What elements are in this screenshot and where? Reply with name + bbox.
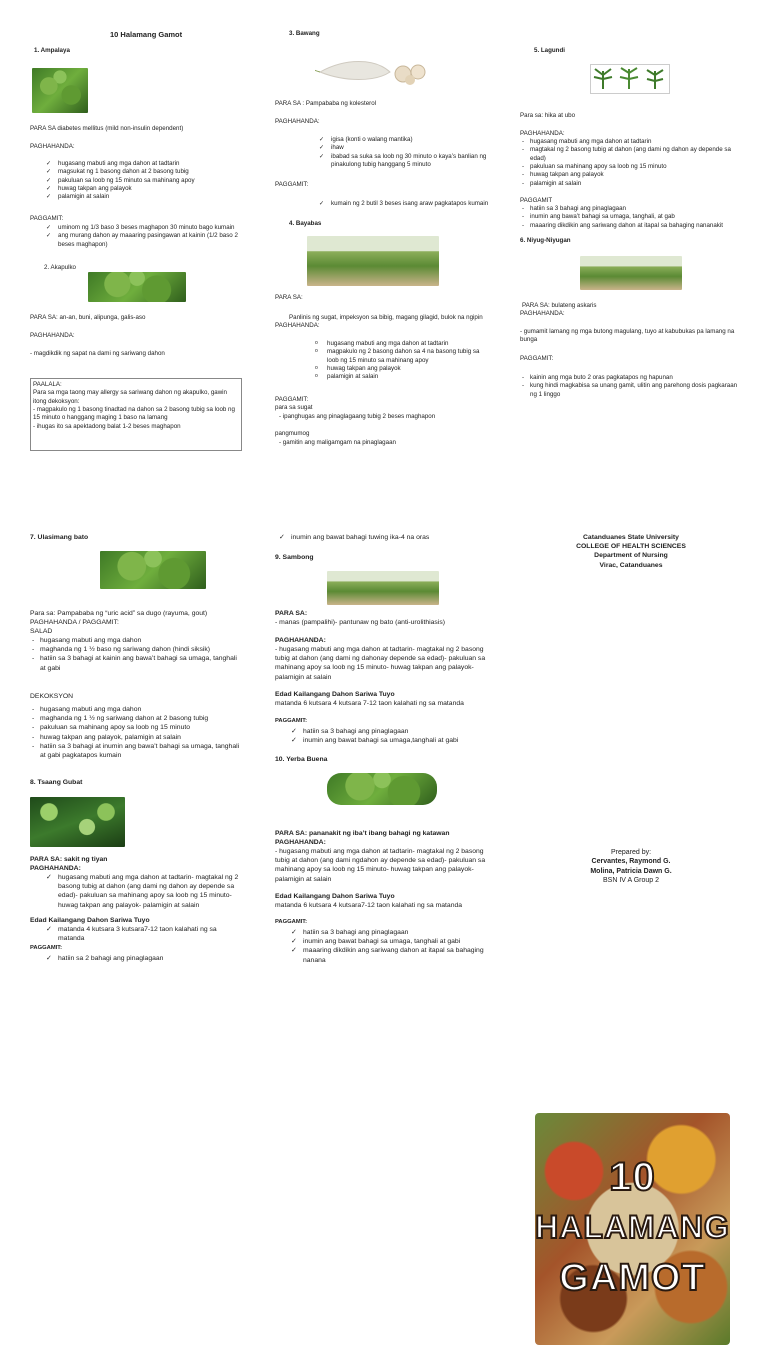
- list-item: ✓ uminom ng 1/3 baso 3 beses maghapon 30 minuto bago kumain: [46, 224, 242, 232]
- tsaang-paghahanda-label: PAGHAHANDA:: [30, 865, 81, 872]
- school-line: Virac, Catanduanes: [599, 561, 663, 569]
- list-item: - inumin ang bawa’t bahagi sa umaga, tanghali, at gab: [520, 213, 742, 221]
- list-item: - pakuluan sa mahinang apoy sa loob ng 15 minuto: [30, 723, 242, 732]
- list-item: ✓ ang murang dahon ay maaaring pasingawan at kainin (1/2 baso 2 beses maghapon): [46, 232, 242, 249]
- bawang-paghahanda-list: [275, 136, 490, 169]
- cover-word-2: GAMOT: [559, 1257, 706, 1299]
- list-item: - hugasang mabuti ang mga dahon: [30, 636, 242, 645]
- column-1: [30, 30, 242, 500]
- list-item: ✓ maaaring dikdikin ang sariwang dahon at itapal sa bahaging nanana: [291, 946, 490, 964]
- bayabas-sugat: - ipanghugas ang pinaglagaang tubig 2 beses maghapon: [279, 413, 436, 420]
- column-2: [275, 30, 490, 500]
- sambong-paggamit-label: PAGGAMIT:: [275, 718, 308, 724]
- ampalaya-para-sa: PARA SA diabetes mellitus (mild non-insulin dependent): [30, 125, 184, 132]
- yerba-para-sa: PARA SA: pananakit ng iba’t ibang bahagi ng katawan: [275, 830, 450, 837]
- page-two: [0, 503, 768, 1299]
- list-item: ✓ hatiin sa 2 bahagi ang pinaglagaan: [46, 954, 242, 963]
- cover-word-1: HALAMANG: [535, 1209, 730, 1245]
- bayabas-para-sugat: para sa sugat: [275, 404, 313, 411]
- paalala-text: [33, 389, 239, 431]
- paalala-line: Para sa mga taong may allergy sa sariwang dahon ng akapulko, gawin itong dekoksyon:: [33, 389, 227, 405]
- prepared-name-2: Molina, Patricia Dawn G.: [590, 867, 672, 875]
- list-item: ✓ magsukat ng 1 basong dahon at 2 basong tubig: [46, 168, 242, 176]
- column-4: [30, 533, 242, 1003]
- ampalaya-paghahanda-list: [30, 160, 242, 202]
- column-3: [520, 30, 742, 500]
- list-item: ✓ ibabad sa suka sa loob ng 30 minuto o kaya’s banlian ng pinakulong tubig hanggang 5 minuto: [319, 153, 490, 170]
- sambong-paghahanda-label: PAGHAHANDA:: [275, 637, 326, 644]
- sambong-image: [327, 571, 439, 605]
- list-item: ✓ hugasang mabuti ang mga dahon at tadtarin- magtakal ng 2 basong tubig at dahon (ang dami ng dahon ay depende sa edad)- pakuluan sa mahinang apoy sa loob ng 15 minuto- huwag takpan ang palayok- palamigin at salain: [46, 873, 242, 910]
- sambong-edad-label: Edad Kailangang Dahon Sariwa Tuyo: [275, 691, 395, 698]
- bawang-image: [315, 50, 430, 90]
- tsaang-para-sa: PARA SA: sakit ng tiyan: [30, 856, 108, 863]
- prepared-name-1: Cervantes, Raymond G.: [591, 858, 671, 866]
- ulasimang-para-sa: Para sa: Pampababa ng “uric acid” sa dugo (rayuma, gout): [30, 610, 208, 617]
- bayabas-desc: Panlinis ng sugat, impeksyon sa bibig, magang gilagid, bulok na ngipin: [289, 314, 483, 321]
- ampalaya-paghahanda-label: PAGHAHANDA:: [30, 143, 75, 150]
- sambong-para-sa-text: - manas (pampalihi)- pantunaw ng bato (anti-urolithiasis): [275, 619, 446, 626]
- list-item: ✓ inumin ang bawat bahagi sa umaga, tanghali at gabi: [291, 937, 490, 946]
- sambong-para-sa: PARA SA:: [275, 610, 308, 617]
- bayabas-paghahanda-label: PAGHAHANDA:: [275, 322, 320, 329]
- list-item: ✓ hatiin sa 3 bahagi ang pinaglagaan: [291, 928, 490, 937]
- school-line: Department of Nursing: [594, 552, 668, 560]
- ulasimang-image: [100, 551, 206, 589]
- list-item: - hatiin sa 3 bahagi at kainin ang bawa’t bahagi sa umaga, tanghali at gabi: [30, 654, 242, 672]
- cover-image: [535, 1113, 730, 1345]
- list-item: - hugasang mabuti ang mga dahon at tadtarin: [520, 138, 742, 146]
- dekoksyon-list: [30, 705, 242, 760]
- yerba-paggamit-list: [275, 928, 490, 965]
- school-line: Catanduanes State University: [583, 534, 679, 541]
- akapulko-title: 2. Akapulko: [44, 264, 76, 271]
- prepared-group: BSN IV A Group 2: [602, 877, 660, 885]
- list-item: - pakuluan sa mahinang apoy sa loob ng 15 minuto: [520, 163, 742, 171]
- yerba-edad-label: Edad Kailangang Dahon Sariwa Tuyo: [275, 893, 395, 900]
- bawang-paggamit-list: [275, 200, 490, 208]
- list-item: - huwag takpan ang palayok: [520, 171, 742, 179]
- bawang-paggamit-label: PAGGAMIT:: [275, 181, 309, 188]
- niyug-paghahanda-label: PAGHAHANDA:: [520, 310, 565, 317]
- list-item: - maghanda ng 1 ½ ng sariwang dahon at 2 basong tubig: [30, 714, 242, 723]
- paalala-label: PAALALA:: [33, 381, 62, 388]
- paalala-line: - ihugas ito sa apektadong balat 1-2 beses maghapon: [33, 422, 181, 430]
- bayabas-paghahanda-list: [275, 340, 490, 382]
- lagundi-paghahanda-label: PAGHAHANDA:: [520, 130, 565, 137]
- prepared-block: [520, 848, 742, 886]
- list-item: ✓ pakuluan sa loob ng 15 minuto sa mahinang apoy: [46, 177, 242, 185]
- ampalaya-image: [32, 68, 88, 113]
- bayabas-title: 4. Bayabas: [289, 220, 322, 227]
- yerba-paggamit-label: PAGGAMIT:: [275, 919, 308, 925]
- akapulko-para-sa: PARA SA: an-an, buni, alipunga, galis-aso: [30, 314, 146, 321]
- salad-list: [30, 636, 242, 673]
- bayabas-pangmumog: pangmumog: [275, 430, 310, 437]
- list-item: - kainin ang mga buto 2 oras pagkatapos ng hapunan: [520, 374, 742, 382]
- bawang-para-sa: PARA SA : Pampababa ng kolesterol: [275, 100, 377, 107]
- list-item: o hugasang mabuti ang mga dahon at tadtarin: [315, 340, 490, 348]
- yerba-image: [327, 773, 437, 805]
- list-item: ✓ hatiin sa 3 bahagi ang pinaglagaan: [291, 727, 490, 736]
- niyug-para-sa: PARA SA: bulateng askaris: [522, 302, 597, 309]
- list-item: ✓ kumain ng 2 butil 3 beses isang araw pagkatapos kumain: [319, 200, 490, 208]
- sambong-paghahanda-text: - hugasang mabuti ang mga dahon at tadtarin- magtakal ng 2 basong tubig at dahon (ang dami ng dahonay depende sa edad)- pakuluan sa mahinang apoy sa loob ng 15 minuto- huwag takpan ang palayok- palamigin at salain: [275, 646, 486, 681]
- list-item: - magtakal ng 2 basong tubig at dahon (ang dami ng dahon ay depende sa edad): [520, 146, 742, 163]
- tsaang-paggamit-label: PAGGAMIT:: [30, 945, 63, 951]
- paalala-line: - magpakulo ng 1 basong tinadtad na dahon sa 2 basong tubig sa loob ng 15 minuto o hanggang maging 1 baso na lamang: [33, 406, 235, 422]
- ampalaya-paggamit-list: [30, 224, 242, 249]
- bayabas-para-sa: PARA SA:: [275, 294, 303, 301]
- lagundi-paggamit-label: PAGGAMIT: [520, 197, 553, 204]
- sambong-paggamit-list: [275, 727, 490, 745]
- list-item: - maghanda ng 1 ½ baso ng sariwang dahon (hindi siksik): [30, 645, 242, 654]
- school-info: [520, 533, 742, 570]
- bayabas-mumog: - gamitin ang maligamgam na pinaglagaan: [279, 439, 396, 446]
- niyug-paggamit-label: PAGGAMIT:: [520, 355, 554, 362]
- niyug-title: 6. Niyug-Niyugan: [520, 237, 571, 244]
- lagundi-paggamit-list: [520, 205, 742, 230]
- ulasimang-label: PAGHAHANDA / PAGGAMIT:: [30, 619, 119, 626]
- list-item: ✓ palamigin at salain: [46, 193, 242, 201]
- doc-title: 10 Halamang Gamot: [110, 30, 183, 39]
- prepared-label: Prepared by:: [610, 849, 652, 856]
- niyug-paggamit-list: [520, 374, 742, 399]
- list-item: o magpakulo ng 2 basong dahon sa 4 na basong tubig sa loob ng 15 minuto sa mahinang apoy: [315, 348, 490, 365]
- list-item: - hatiin sa 3 bahagi ang pinaglagaan: [520, 205, 742, 213]
- akapulko-paghahanda-text: - magdikdik ng sapat na dami ng sariwang dahon: [30, 350, 165, 357]
- lagundi-image: [590, 64, 670, 94]
- tsaang-edad-list: [30, 925, 242, 943]
- lagundi-para-sa: Para sa: hika at ubo: [520, 112, 576, 119]
- sambong-edad-text: matanda 6 kutsara 4 kutsara 7-12 taon kalahati ng sa matanda: [275, 700, 464, 707]
- yerba-edad-text: matanda 6 kutsara 4 kutsara7-12 taon kalahati ng sa matanda: [275, 902, 463, 909]
- cover-number: 10: [609, 1155, 656, 1199]
- yerba-paghahanda-label: PAGHAHANDA:: [275, 839, 326, 846]
- lagundi-title: 5. Lagundi: [534, 47, 565, 54]
- tsaang-title: 8. Tsaang Gubat: [30, 779, 83, 786]
- niyug-image: [580, 256, 682, 290]
- column-6: [520, 533, 742, 1003]
- list-item: - maaaring dikdikin ang sariwang dahon at itapal sa bahaging nananakit: [520, 222, 742, 230]
- list-item: o huwag takpan ang palayok: [315, 365, 490, 373]
- ulasimang-title: 7. Ulasimang bato: [30, 534, 89, 541]
- akapulko-image: [88, 272, 186, 302]
- list-item: ✓ inumin ang bawat bahagi sa umaga,tanghali at gabi: [291, 736, 490, 745]
- tsaang-paghahanda-list: [30, 873, 242, 910]
- tsaang-paggamit-list: [30, 954, 242, 963]
- ampalaya-paggamit-label: PAGGAMIT:: [30, 215, 64, 222]
- list-item: ✓ ihaw: [319, 144, 490, 152]
- list-item: - palamigin at salain: [520, 180, 742, 188]
- list-item: ✓ hugasang mabuti ang mga dahon at tadtarin: [46, 160, 242, 168]
- continued-list: [275, 533, 490, 542]
- niyug-paghahanda-text: - gumamit lamang ng mga butong magulang, tuyo at kabubukas pa lamang na bunga: [520, 328, 735, 344]
- sambong-title: 9. Sambong: [275, 554, 314, 561]
- dekoksyon-label: DEKOKSYON: [30, 693, 74, 700]
- school-line: COLLEGE OF HEALTH SCIENCES: [576, 543, 686, 551]
- yerba-title: 10. Yerba Buena: [275, 756, 328, 763]
- list-item: ✓ inumin ang bawat bahagi tuwing ika-4 na oras: [279, 533, 490, 542]
- list-item: - hugasang mabuti ang mga dahon: [30, 705, 242, 714]
- list-item: o palamigin at salain: [315, 373, 490, 381]
- list-item: - kung hindi magkabisa sa unang gamit, ulitin ang parehong dosis pagkaraan ng 1 linggo: [520, 382, 742, 399]
- yerba-paghahanda-text: - hugasang mabuti ang mga dahon at tadtarin- magtakal ng 2 basong tubig at dahon (ang dami ngdahon ay depende sa edad)- pakuluan sa mahinang apoy sa loob ng 15 minuto- huwag takpan ang palayok- palamigin at salain: [275, 848, 486, 883]
- list-item: ✓ igisa (konti o walang mantika): [319, 136, 490, 144]
- bawang-paghahanda-label: PAGHAHANDA:: [275, 118, 320, 125]
- akapulko-paghahanda-label: PAGHAHANDA:: [30, 332, 75, 339]
- list-item: ✓ matanda 4 kutsara 3 kutsara7-12 taon kalahati ng sa matanda: [46, 925, 242, 943]
- bayabas-paggamit-label: PAGGAMIT:: [275, 396, 309, 403]
- lagundi-paghahanda-list: [520, 138, 742, 188]
- list-item: - hatiin sa 3 bahagi at inumin ang bawa’t bahagi sa umaga, tanghali at gabi pagkatapos kumain: [30, 742, 242, 760]
- bayabas-image: [307, 236, 439, 286]
- page-one: [0, 0, 768, 503]
- salad-label: SALAD: [30, 628, 53, 635]
- bawang-title: 3. Bawang: [289, 30, 320, 37]
- list-item: - huwag takpan ang palayok, palamigin at salain: [30, 733, 242, 742]
- ampalaya-title: 1. Ampalaya: [34, 47, 70, 54]
- tsaang-edad-label: Edad Kailangang Dahon Sariwa Tuyo: [30, 917, 150, 924]
- akapulko-paalala-box: [30, 378, 242, 451]
- list-item: ✓ huwag takpan ang palayok: [46, 185, 242, 193]
- column-5: [275, 533, 490, 1003]
- tsaang-image: [30, 797, 125, 847]
